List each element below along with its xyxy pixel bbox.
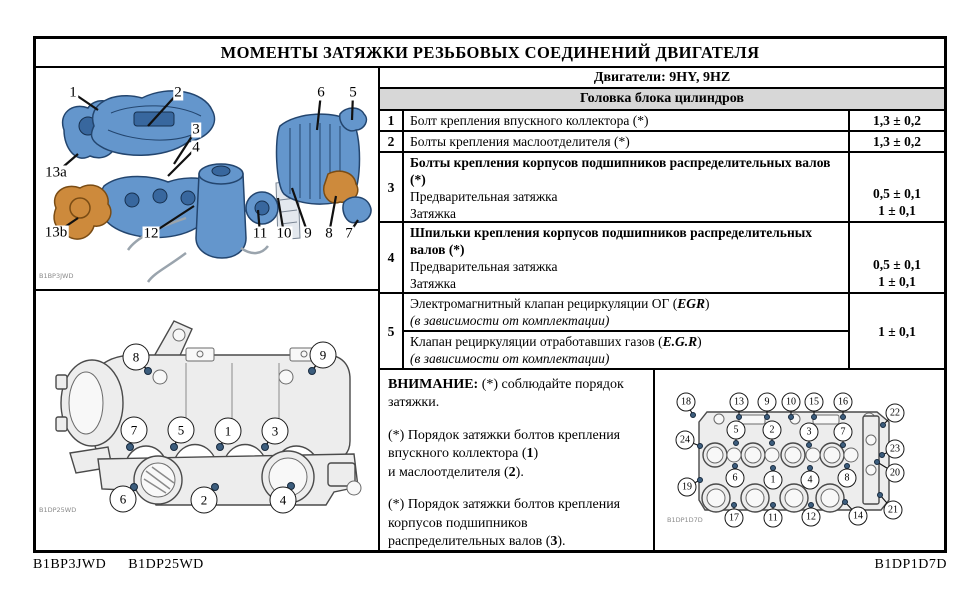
row-number: 1 xyxy=(380,111,404,130)
row-label-sub1: Предварительная затяжка xyxy=(410,189,558,204)
callout-head-2: 2 xyxy=(763,421,782,440)
row-label: Болт крепления впускного коллектора (*) xyxy=(410,113,649,128)
row-label-sub1: Предварительная затяжка xyxy=(410,259,558,274)
row-value xyxy=(848,223,944,292)
row-label-option-2: Клапан рециркуляции отработавших газов (E.G.R) (в зависимости от комплектации) xyxy=(404,332,848,368)
callout-exploded-11: 11 xyxy=(252,225,268,242)
engines-header-row xyxy=(380,68,944,89)
callout-exploded-4: 4 xyxy=(192,139,200,156)
torque-row-5 xyxy=(380,294,944,370)
diagram-code: B1DP25WD xyxy=(39,506,77,514)
callout-head-20: 20 xyxy=(886,464,905,483)
document-frame xyxy=(33,36,947,553)
footer xyxy=(33,557,947,573)
callout-exploded-13b: 13b xyxy=(44,224,68,241)
callout-head-22: 22 xyxy=(886,404,905,423)
row-value: 1,3 ± 0,2 xyxy=(848,132,944,151)
attention-paragraph-3: (*) Порядок затяжки болтов крепления корпусов подшипников распределительных валов (3). xyxy=(388,497,621,550)
callout-exploded-6: 6 xyxy=(317,84,325,101)
callout-head-21: 21 xyxy=(884,501,903,520)
footer-code-2: B1DP25WD xyxy=(128,557,204,572)
cylinder-head-diagram xyxy=(655,370,944,550)
callout-manifold-3: 3 xyxy=(262,418,289,445)
row-label: Болты крепления маслоотделителя (*) xyxy=(410,134,630,149)
callout-manifold-1: 1 xyxy=(215,418,242,445)
attention-note xyxy=(380,370,655,550)
torque-row-4 xyxy=(380,223,944,294)
callout-head-13: 13 xyxy=(730,393,749,412)
callout-head-23: 23 xyxy=(886,440,905,459)
callout-manifold-2: 2 xyxy=(191,487,218,514)
section-header-text: Головка блока цилиндров xyxy=(580,91,744,106)
row-label xyxy=(404,223,848,292)
row-label-note-1: (в зависимости от комплектации) xyxy=(410,313,610,328)
diagram-code: B1DP1D7D xyxy=(667,516,703,524)
callout-head-16: 16 xyxy=(834,393,853,412)
row-value xyxy=(848,153,944,221)
bottom-section xyxy=(380,370,944,550)
callout-head-3: 3 xyxy=(800,423,819,442)
row-number: 5 xyxy=(380,294,404,368)
torque-row-3 xyxy=(380,153,944,223)
row-value-2: 1 ± 0,1 xyxy=(878,274,916,289)
attention-paragraph-1: ВНИМАНИЕ: (*) соблюдайте порядок затяжки. xyxy=(388,377,624,411)
torque-row-1 xyxy=(380,111,944,132)
callout-exploded-10: 10 xyxy=(276,225,292,242)
callout-head-24: 24 xyxy=(676,431,695,450)
torque-row-2 xyxy=(380,132,944,153)
callout-exploded-12: 12 xyxy=(143,225,159,242)
callout-head-19: 19 xyxy=(678,478,697,497)
callout-head-4: 4 xyxy=(801,471,820,490)
callout-manifold-6: 6 xyxy=(110,486,137,513)
row-label-main: Шпильки крепления корпусов подшипников распределительных валов (*) xyxy=(410,225,813,257)
callout-exploded-5: 5 xyxy=(349,84,357,101)
callout-exploded-7: 7 xyxy=(345,225,353,242)
row-value-1: 0,5 ± 0,1 xyxy=(873,257,921,272)
callout-head-9: 9 xyxy=(758,393,777,412)
callout-exploded-1: 1 xyxy=(69,84,77,101)
callout-head-6: 6 xyxy=(726,469,745,488)
callout-manifold-8: 8 xyxy=(123,344,150,371)
callout-exploded-13a: 13a xyxy=(45,164,67,181)
page-title-text: МОМЕНТЫ ЗАТЯЖКИ РЕЗЬБОВЫХ СОЕДИНЕНИЙ ДВИГАТЕЛЯ xyxy=(220,42,760,62)
row-label-option-1: Электромагнитный клапан рециркуляции ОГ (EGR) (в зависимости от комплектации) xyxy=(404,294,848,332)
exploded-engine-diagram xyxy=(36,68,378,291)
row-label-sub2: Затяжка xyxy=(410,276,457,291)
row-number: 4 xyxy=(380,223,404,292)
intake-manifold-diagram xyxy=(36,291,378,550)
row-value: 1 ± 0,1 xyxy=(848,294,944,368)
row-value-1: 0,5 ± 0,1 xyxy=(873,186,921,201)
torque-table xyxy=(380,68,944,550)
callout-head-15: 15 xyxy=(805,393,824,412)
callout-head-11: 11 xyxy=(764,509,783,528)
callout-manifold-7: 7 xyxy=(121,417,148,444)
callout-manifold-9: 9 xyxy=(310,342,337,369)
callout-head-1: 1 xyxy=(764,471,783,490)
row-label-main: Болты крепления корпусов подшипников распределительных валов (*) xyxy=(410,155,831,187)
engines-header-text: Двигатели: 9HY, 9HZ xyxy=(593,69,731,85)
callout-head-14: 14 xyxy=(849,507,868,526)
callout-head-7: 7 xyxy=(834,423,853,442)
callout-exploded-8: 8 xyxy=(325,225,333,242)
row-number: 3 xyxy=(380,153,404,221)
row-value: 1,3 ± 0,2 xyxy=(848,111,944,130)
callout-exploded-2: 2 xyxy=(174,84,182,101)
row-label xyxy=(404,153,848,221)
callout-head-12: 12 xyxy=(802,508,821,527)
section-header-row xyxy=(380,89,944,111)
callout-head-10: 10 xyxy=(782,393,801,412)
footer-code-3: B1DP1D7D xyxy=(874,557,947,572)
callout-manifold-5: 5 xyxy=(168,417,195,444)
callout-exploded-9: 9 xyxy=(304,225,312,242)
diagram-code: B1BP3JWD xyxy=(39,272,74,280)
diagram-column xyxy=(36,68,380,550)
footer-code-1: B1BP3JWD xyxy=(33,557,107,572)
callout-exploded-3: 3 xyxy=(192,121,200,138)
callout-head-17: 17 xyxy=(725,509,744,528)
row-number: 2 xyxy=(380,132,404,151)
row-label xyxy=(404,294,848,368)
page-title xyxy=(36,39,944,68)
callout-manifold-4: 4 xyxy=(270,487,297,514)
callout-head-18: 18 xyxy=(677,393,696,412)
callout-head-5: 5 xyxy=(727,421,746,440)
footer-codes-left xyxy=(33,557,204,573)
callout-head-8: 8 xyxy=(838,469,857,488)
row-value-2: 1 ± 0,1 xyxy=(878,203,916,218)
attention-paragraph-2: (*) Порядок затяжки болтов крепления впускного коллектора (1) и маслоотделителя (2). xyxy=(388,427,621,480)
row-label-sub2: Затяжка xyxy=(410,206,457,221)
row-label-note-2: (в зависимости от комплектации) xyxy=(410,351,610,366)
